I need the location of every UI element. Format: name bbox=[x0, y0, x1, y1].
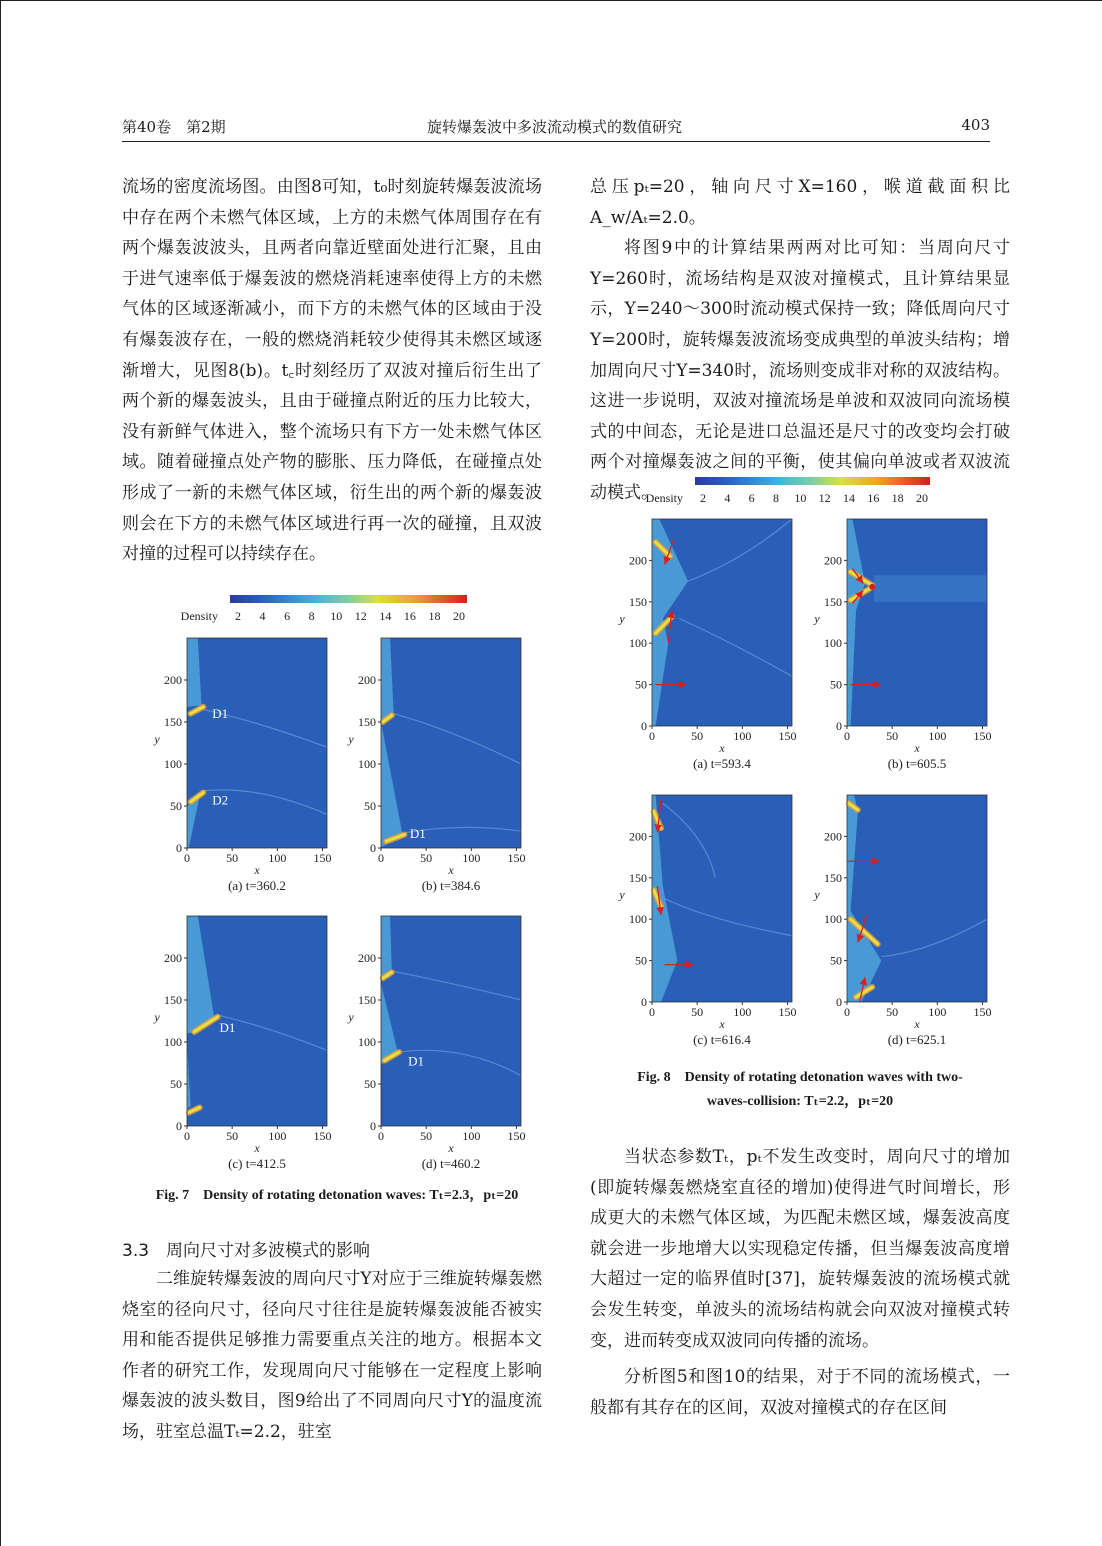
x-tick-label: 100 bbox=[268, 851, 287, 865]
x-tick-label: 100 bbox=[462, 851, 481, 865]
panel-label: (b) t=384.6 bbox=[421, 878, 481, 893]
density-panel bbox=[153, 638, 331, 893]
field-background bbox=[381, 916, 521, 1126]
paragraph: 将图9中的计算结果两两对比可知：当周向尺寸Y=260时，流场结构是双波对撞模式，且计算结果显示，Y=240～300时流动模式保持一致；降低周向尺寸Y=200时，旋转爆轰波流场变成典型的单波头结构；增加周向尺寸Y=340时，流场则变成非对称的双波结构。这进一步说明，双波对撞流场是单波和双波同向流场模式的中间态，无论是进口总温还是尺寸的改变均会打破两个对撞爆轰波之间的平衡，使其偏向单波或者双波流动模式。 bbox=[590, 238, 1010, 503]
field-background bbox=[847, 519, 987, 726]
y-tick-label: 50 bbox=[170, 799, 182, 813]
field-background bbox=[187, 638, 327, 848]
x-axis-label: x bbox=[254, 863, 260, 877]
x-axis-label: x bbox=[719, 1017, 725, 1031]
x-axis-label: x bbox=[448, 1141, 454, 1155]
y-tick-label: 100 bbox=[358, 1035, 376, 1049]
x-tick-label: 100 bbox=[268, 1129, 287, 1143]
y-tick-label: 0 bbox=[176, 1119, 182, 1133]
y-tick-label: 200 bbox=[824, 553, 842, 568]
colorbar-tick-label: 6 bbox=[748, 491, 755, 505]
colorbar-tick-label: 14 bbox=[843, 491, 855, 505]
y-axis-label: y bbox=[814, 611, 820, 626]
y-tick-label: 200 bbox=[824, 829, 842, 844]
colorbar-label: Density bbox=[180, 609, 218, 623]
figure-8 bbox=[590, 470, 1010, 1060]
y-tick-label: 50 bbox=[635, 677, 647, 692]
colorbar-tick-label: 4 bbox=[724, 491, 731, 505]
colorbar-tick-label: 18 bbox=[891, 491, 904, 505]
left-column-text bbox=[122, 172, 542, 570]
x-axis-label: x bbox=[448, 863, 454, 877]
colorbar-label: Density bbox=[645, 491, 683, 505]
x-tick-label: 0 bbox=[184, 851, 190, 865]
y-tick-label: 50 bbox=[635, 953, 647, 968]
colorbar-tick-label: 18 bbox=[428, 609, 441, 623]
panel-label: (c) t=616.4 bbox=[693, 1032, 751, 1047]
density-panel bbox=[813, 795, 991, 1047]
y-tick-label: 50 bbox=[830, 953, 842, 968]
y-tick-label: 150 bbox=[358, 993, 376, 1007]
x-tick-label: 50 bbox=[226, 851, 239, 865]
y-tick-label: 200 bbox=[358, 673, 376, 687]
y-tick-label: 100 bbox=[164, 757, 182, 771]
x-axis-label: x bbox=[914, 741, 920, 755]
density-panel bbox=[153, 916, 331, 1171]
panel-label: (a) t=593.4 bbox=[693, 756, 751, 771]
figure-7 bbox=[140, 590, 545, 1175]
x-tick-label: 150 bbox=[313, 851, 332, 865]
x-tick-label: 150 bbox=[507, 1129, 526, 1143]
panel-label: (d) t=460.2 bbox=[421, 1156, 481, 1171]
figure-8-caption-line-2: waves-collision: Tₜ=2.2，pₜ=20 bbox=[706, 1094, 894, 1109]
density-panel bbox=[347, 916, 525, 1171]
running-header bbox=[122, 116, 990, 142]
colorbar-tick-label: 2 bbox=[700, 491, 706, 505]
colorbar-tick-label: 12 bbox=[818, 491, 831, 505]
x-tick-label: 0 bbox=[649, 729, 655, 743]
y-tick-label: 0 bbox=[370, 1119, 376, 1133]
y-tick-label: 0 bbox=[836, 995, 842, 1009]
x-tick-label: 0 bbox=[844, 1005, 850, 1019]
panel-label: (a) t=360.2 bbox=[228, 878, 286, 893]
paragraph: 流场的密度流场图。由图8可知，t₀时刻旋转爆轰波流场中存在两个未燃气体区域，上方的未燃气体周围存在有两个爆轰波波头，且两者向靠近壁面处进行汇聚，且由于进气速率低于爆轰波的燃烧消耗速率使得上方的未燃气体的区域逐渐减小，而下方的未燃气体的区域由于没有爆轰波存在，一般的燃烧消耗较少使得其未燃区域逐渐增大，见图8(b)。t꜀时刻经历了双波对撞后衍生出了两个新的爆轰波头，且由于碰撞点附近的压力比较大，没有新鲜气体进入，整个流场只有下方一处未燃气体区域。随着碰撞点处产物的膨胀、压力降低，在碰撞点处形成了一新的未燃气体区域，衍生出的两个新的爆轰波则会在下方的未燃气体区域进行再一次的碰撞，且双波对撞的过程可以持续存在。 bbox=[122, 177, 542, 565]
wake-region bbox=[874, 575, 987, 601]
y-tick-label: 0 bbox=[641, 719, 647, 733]
x-tick-label: 50 bbox=[420, 851, 433, 865]
left-column-text-2 bbox=[122, 1264, 542, 1448]
paragraph: 分析图5和图10的结果，对于不同的流场模式，一般都有其存在的区间，双波对撞模式的存在区间 bbox=[590, 1367, 1010, 1418]
x-tick-label: 50 bbox=[691, 729, 704, 743]
wave-annotation: D1 bbox=[212, 705, 229, 721]
collision-point bbox=[869, 584, 875, 590]
y-tick-label: 150 bbox=[824, 594, 842, 609]
panel-label: (d) t=625.1 bbox=[887, 1032, 947, 1047]
y-tick-label: 100 bbox=[358, 757, 376, 771]
x-tick-label: 150 bbox=[778, 729, 797, 743]
y-axis-label: y bbox=[154, 732, 160, 746]
y-tick-label: 0 bbox=[176, 841, 182, 855]
y-tick-label: 50 bbox=[830, 677, 842, 692]
colorbar-tick-label: 10 bbox=[794, 491, 807, 505]
x-tick-label: 50 bbox=[886, 1005, 899, 1019]
colorbar-tick-label: 16 bbox=[867, 491, 880, 505]
wave-annotation: D1 bbox=[409, 825, 426, 841]
density-panel bbox=[347, 638, 525, 893]
y-tick-label: 0 bbox=[370, 841, 376, 855]
colorbar-tick-label: 8 bbox=[773, 491, 779, 505]
x-tick-label: 0 bbox=[844, 729, 850, 743]
x-tick-label: 50 bbox=[226, 1129, 239, 1143]
wave-annotation: D1 bbox=[219, 1019, 236, 1035]
colorbar-tick-label: 10 bbox=[330, 609, 343, 623]
x-tick-label: 0 bbox=[378, 851, 384, 865]
page-number: 403 bbox=[961, 116, 990, 134]
x-axis-label: x bbox=[914, 1017, 920, 1031]
x-tick-label: 150 bbox=[313, 1129, 332, 1143]
y-tick-label: 200 bbox=[629, 553, 647, 568]
y-tick-label: 50 bbox=[364, 799, 376, 813]
y-tick-label: 100 bbox=[629, 912, 647, 927]
y-tick-label: 150 bbox=[824, 870, 842, 885]
paragraph: 当状态参数Tₜ，pₜ不发生改变时，周向尺寸的增加(即旋转爆轰燃烧室直径的增加)使得进气时间增长，形成更大的未燃气体区域，为匹配未燃区域，爆轰波高度就会进一步地增大以实现稳定传播，但当爆轰波高度增大超过一定的临界值时[37]，旋转爆轰波的流场模式就会发生转变，单波头的流场结构就会向双波对撞模式转变，进而转变成双波同向传播的流场。 bbox=[590, 1147, 1010, 1351]
y-axis-label: y bbox=[619, 611, 625, 626]
y-tick-label: 100 bbox=[164, 1035, 182, 1049]
colorbar-tick-label: 20 bbox=[453, 609, 465, 623]
density-panel bbox=[813, 519, 991, 771]
right-column-text bbox=[590, 172, 1010, 509]
colorbar-tick-label: 6 bbox=[284, 609, 291, 623]
y-tick-label: 200 bbox=[164, 951, 182, 965]
y-tick-label: 0 bbox=[836, 719, 842, 733]
y-tick-label: 100 bbox=[629, 636, 647, 651]
header-rule bbox=[122, 141, 990, 142]
y-tick-label: 100 bbox=[824, 912, 842, 927]
x-tick-label: 150 bbox=[973, 729, 992, 743]
panel-label: (b) t=605.5 bbox=[887, 756, 947, 771]
paragraph: 总压pₜ=20，轴向尺寸X=160，喉道截面积比A_w/Aₜ=2.0。 bbox=[590, 177, 1010, 228]
y-tick-label: 200 bbox=[358, 951, 376, 965]
colorbar-tick-label: 8 bbox=[308, 609, 315, 623]
colorbar bbox=[695, 477, 930, 485]
x-tick-label: 100 bbox=[462, 1129, 481, 1143]
x-tick-label: 0 bbox=[184, 1129, 190, 1143]
wave-annotation: D2 bbox=[212, 792, 229, 808]
y-tick-label: 150 bbox=[629, 870, 647, 885]
y-tick-label: 50 bbox=[170, 1077, 182, 1091]
colorbar-tick-label: 4 bbox=[259, 609, 266, 623]
right-column-text-2 bbox=[590, 1142, 1010, 1423]
y-axis-label: y bbox=[348, 1010, 354, 1024]
colorbar-tick-label: 14 bbox=[379, 609, 392, 623]
figure-8-caption bbox=[590, 1066, 1010, 1114]
y-axis-label: y bbox=[814, 887, 820, 902]
x-tick-label: 100 bbox=[928, 1005, 947, 1019]
y-tick-label: 150 bbox=[629, 594, 647, 609]
y-tick-label: 150 bbox=[164, 993, 182, 1007]
journal-volume: 第40卷 第2期 bbox=[122, 118, 226, 136]
wave-annotation: D1 bbox=[408, 1053, 424, 1069]
y-axis-label: y bbox=[154, 1010, 160, 1024]
panel-label: (c) t=412.5 bbox=[228, 1156, 286, 1171]
x-tick-label: 0 bbox=[378, 1129, 384, 1143]
x-axis-label: x bbox=[719, 741, 725, 755]
colorbar-tick-label: 12 bbox=[354, 609, 367, 623]
running-title: 旋转爆轰波中多波流动模式的数值研究 bbox=[427, 118, 683, 136]
colorbar-tick-label: 2 bbox=[235, 609, 241, 623]
figure-8-caption-line-1: Fig. 8 Density of rotating detonation waves with two- bbox=[637, 1070, 963, 1085]
paragraph: 二维旋转爆轰波的周向尺寸Y对应于三维旋转爆轰燃烧室的径向尺寸，径向尺寸往往是旋转爆轰波能否被实用和能否提供足够推力需要重点关注的地方。根据本文作者的研究工作，发现周向尺寸能够在一定程度上影响爆轰波的波头数目，图9给出了不同周向尺寸Y的温度流场，驻室总温Tₜ=2.2，驻室 bbox=[122, 1269, 542, 1442]
x-tick-label: 50 bbox=[886, 729, 899, 743]
density-panel bbox=[618, 795, 796, 1047]
y-axis-label: y bbox=[348, 732, 354, 746]
x-tick-label: 100 bbox=[733, 729, 752, 743]
colorbar bbox=[230, 595, 467, 603]
x-tick-label: 150 bbox=[973, 1005, 992, 1019]
x-tick-label: 150 bbox=[507, 851, 526, 865]
colorbar-tick-label: 20 bbox=[916, 491, 928, 505]
x-tick-label: 150 bbox=[778, 1005, 797, 1019]
field-background bbox=[381, 638, 521, 848]
x-tick-label: 0 bbox=[649, 1005, 655, 1019]
y-tick-label: 50 bbox=[364, 1077, 376, 1091]
y-tick-label: 150 bbox=[164, 715, 182, 729]
x-tick-label: 50 bbox=[420, 1129, 433, 1143]
density-panel bbox=[618, 519, 796, 771]
y-tick-label: 150 bbox=[358, 715, 376, 729]
unburnt-gas-region bbox=[381, 916, 392, 978]
x-tick-label: 50 bbox=[691, 1005, 704, 1019]
y-tick-label: 0 bbox=[641, 995, 647, 1009]
x-tick-label: 100 bbox=[928, 729, 947, 743]
y-tick-label: 200 bbox=[164, 673, 182, 687]
y-tick-label: 200 bbox=[629, 829, 647, 844]
y-tick-label: 100 bbox=[824, 636, 842, 651]
section-title: 3.3 周向尺寸对多波模式的影响 bbox=[122, 1241, 371, 1261]
x-tick-label: 100 bbox=[733, 1005, 752, 1019]
figure-7-caption: Fig. 7 Density of rotating detonation waves: Tₜ=2.3，pₜ=20 bbox=[155, 1188, 519, 1203]
y-axis-label: y bbox=[619, 887, 625, 902]
colorbar-tick-label: 16 bbox=[403, 609, 416, 623]
x-axis-label: x bbox=[254, 1141, 260, 1155]
